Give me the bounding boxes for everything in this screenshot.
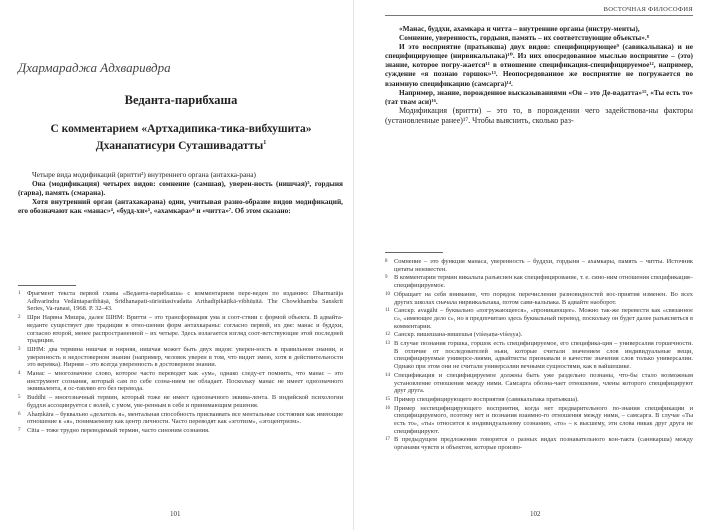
footnote-text: В случае познания горшка, горшок есть специфицируемое, его специфика-ция – универсалия горшечности. В отличие от последователей ньяи, которые считали значением слов индивидуальные вещи, специфицируемые универсе-лиями, адвайтисты признавали в качестве значения слов только универсалии. Однако при этом они не считали универсалии вечными сущностями, как в вайшешике. xyxy=(394,340,693,371)
verse-line: «Манас, буддхи, ахамкара и читта – внутренние органы (инстру-менты), xyxy=(399,24,640,33)
footnote-text: Сомнение – это функция манаса, уверенность – буддхи, гордыня – ахамкары, память – читты. Источник цитаты неизвестен. xyxy=(394,258,693,273)
footnote xyxy=(18,427,343,435)
paragraph: Четыре вида модификаций (вритти²) внутреннего органа (антахка-рана) xyxy=(32,170,256,179)
footnote-number: 15 xyxy=(385,396,390,402)
footnote xyxy=(385,405,693,436)
footnote-text: Манас – многозначное слово, которое часто переводят как «ум», однако следу-ет помнить, что манас – это инструмент сознания, который сам по себе созна-нием не обладает. Поскольку манас не имеет однозначного эквивалента, я ос-тавляю его без перевода. xyxy=(27,370,343,393)
footnote-text: Citta – тоже трудно переводимый термин, часто синоним сознания. xyxy=(27,426,210,434)
footnote-number: 12 xyxy=(385,332,390,338)
footnote xyxy=(385,372,693,395)
running-head: ВОСТОЧНАЯ ФИЛОСОФИЯ xyxy=(603,6,693,13)
footnote-text: Спецификация и специфицируемое должны быть уже раздельно познаны, что-бы стало возможным установление отношения между ними. Самсарга обозна-чает отношение, члены которого специфицируют друг друга. xyxy=(394,371,693,395)
footnote xyxy=(18,314,343,345)
paragraph: Она (модификация) четырех видов: сомнение (самшая), уверен-ность (нишчая)³, гордыня (гарва), память (смарана). xyxy=(18,179,343,198)
left-page xyxy=(0,0,354,530)
footnote xyxy=(18,394,343,409)
page-gutter xyxy=(353,0,354,530)
page-number: 101 xyxy=(170,510,181,518)
footnote-number: 13 xyxy=(385,341,390,347)
footnote-text: Пример неспецифицирующего восприятия, когда нет предварительного по-знания спецификации и специфицируемого, поэтому нет и познания взаимно-го отношения между ними, – самсарга. В случае «Ты есть то», «ты» относится к индивидуальному сознанию, «то» – к высшему, эти слова никак друг друга не специфицируют. xyxy=(394,404,693,435)
footnote-number: 16 xyxy=(385,405,390,411)
footnote-number: 9 xyxy=(385,275,388,281)
footnote xyxy=(18,411,343,426)
subtitle xyxy=(20,122,342,153)
footnote-number: 11 xyxy=(385,308,390,314)
footnote-number: 8 xyxy=(385,259,388,264)
verse-line: Сомнение, уверенность, гордыня, память – их соответствующие объекты».⁸ xyxy=(399,33,649,43)
footnote-number: 7 xyxy=(18,427,21,433)
footnote xyxy=(18,370,343,393)
paragraph: Например, знание, порожденное высказываниями «Он – это Де-вадатта»¹⁵, «Ты есть то» (тат твам аси)¹⁶. xyxy=(385,87,693,106)
footnote-text: Buddhi – многозначный термин, который тоже не имеет однозначного эквива-лента. В индийской психологии буддхи ассоциируется с волей, с умом, уве-ренным в себе и принимающим решения. xyxy=(27,394,343,409)
footnote-number: 3 xyxy=(18,346,21,352)
footnote-text: Обращает на себя внимание, что порядок перечисления разновидностей вос-приятия изменен. Во всех других школах сначала нирвикальпака, потом сави-кальпака. В адвайте наоборот. xyxy=(394,290,693,306)
author-name: Дхармараджа Адхваривдра xyxy=(18,60,171,75)
paragraph: И это восприятие (пратьякша) двух видов: специфицирующее⁹ (савикальпака) и не специфицирующее (нирвикальпака)¹⁰. Из них опосредованное мыслью восприятие – (это) знание, которое погру-жается¹¹ в отношение спецификация-специфицируемое¹², например, суждение «я познаю горшок»¹³. Неопосредованное же восприятие не погружается во взаимную спецификацию (самсарга)¹⁴. xyxy=(385,42,693,88)
page-title: Веданта-парибхаша xyxy=(124,93,238,107)
footnote-text: Шри Нарвна Мишра, далее ШНМ: Вритти – это трансформация ума и соот-ствии с формой объекта. В адвайта-веданте существует две традиции в отно-шении форм антахкараны: согласно первой, их две: манас и буддхи, согласно второй, менее распространенной – их четыре. Здесь излагается взгляд соот-ветствующие этой последней традиции. xyxy=(27,314,343,345)
footnote-text: ШНМ: два термина нишчая и нирняя, нишчая может быть двух видов: уверен-ность в правильном знании, и уверенность в недостоверном знании (например, человек уверен в том, что видит змею, хотя в действительности это веревка). Нирняя – это всегда уверенность в достоверном знании. xyxy=(27,345,343,369)
footnote-text: Пример специфицирующего восприятия (савикальпака пратьякша). xyxy=(394,395,579,403)
footnote-number: 4 xyxy=(18,371,21,377)
footnote-text: Санскр. avagāhi – буквально «погружающееся», «проникающее». Можно так-же перевести как «связанное с», «имеющее дело с», но я предпочитаю здесь буквальный перевод, поскольку он будет далее разъясняться в комментарии. xyxy=(394,307,693,330)
left-footnotes xyxy=(18,290,343,436)
footnote xyxy=(385,436,693,451)
footnote xyxy=(385,331,693,339)
footnote-number: 17 xyxy=(385,437,390,443)
page-number: 102 xyxy=(530,510,541,518)
footnote-number: 1 xyxy=(18,291,21,296)
footnote xyxy=(385,307,693,330)
header-rule xyxy=(385,15,693,16)
footnote xyxy=(385,396,693,404)
footnote-text: В предыдущем предложении говорится о разных видах познавательного кон-такта (саннкарша) между органами чувств и объектом, которые произво- xyxy=(394,436,693,452)
footnote xyxy=(385,258,693,273)
footnote-text: Фрагмент текста первой главы «Веданта-парибхаша» с комментарием пере-веден по изданию: Dharmarāja Adhvarīndra Vedāntaparibhāṣā, Śrīdhanapati-sūrisūtasivadatta Arthadīpikāṭīkā-vibhūṣitā. The Chowkhamba Sanskrit Series, Va-ranasi, 1968. P. 32–43. xyxy=(27,290,343,313)
footnote xyxy=(385,291,693,306)
footnote-number: 10 xyxy=(385,291,390,297)
footnote-ref: 1 xyxy=(263,140,267,146)
verse-block xyxy=(385,24,693,126)
paragraph: Модификация (вритти) – это то, в порождении чего задействова-ны факторы (установленные ранее)¹⁷. Чтобы выяснить, сколько раз- xyxy=(385,105,693,125)
footnote-text: Санскр. вишешана-вишешья (viśeṣaṇa-viśeṣya). xyxy=(394,331,523,339)
footnote-number: 5 xyxy=(18,395,21,401)
footnote-divider xyxy=(18,285,76,286)
left-body xyxy=(18,170,343,215)
footnote-divider xyxy=(385,252,443,253)
footnote-text: В комментарии термин викальпа разъяснен как специфицирование, т. е. сино-ним отношения спецификация–специфицируемое. xyxy=(394,274,693,290)
subtitle-text: С комментарием «Артхадипика-тика-вибхушита» Дханапатисури Суташивадатты xyxy=(50,123,312,152)
footnote-number: 14 xyxy=(385,372,390,378)
footnote xyxy=(385,340,693,371)
footnote xyxy=(18,290,343,313)
footnote-text: Ahaṃkāra – буквально «делатель я», ментальная способность присваивать все ментальные состояния как имеющие отношение к «я», понимаемому как центр личности. Часто переводят как «эготизм», «эгоцентризм». xyxy=(27,410,343,426)
paragraph: Хотя внутренний орган (антахакарана) один, учитывая разно-образие видов модификаций, его обозначают как «манас»⁴, «будд-хи»⁵, «ахамкара»⁶ и «читта»⁷. Об этом сказано: xyxy=(18,197,343,216)
footnote-number: 2 xyxy=(18,315,21,321)
right-footnotes xyxy=(385,258,693,453)
footnote xyxy=(18,346,343,369)
footnote-number: 6 xyxy=(18,411,21,417)
footnote xyxy=(385,274,693,289)
